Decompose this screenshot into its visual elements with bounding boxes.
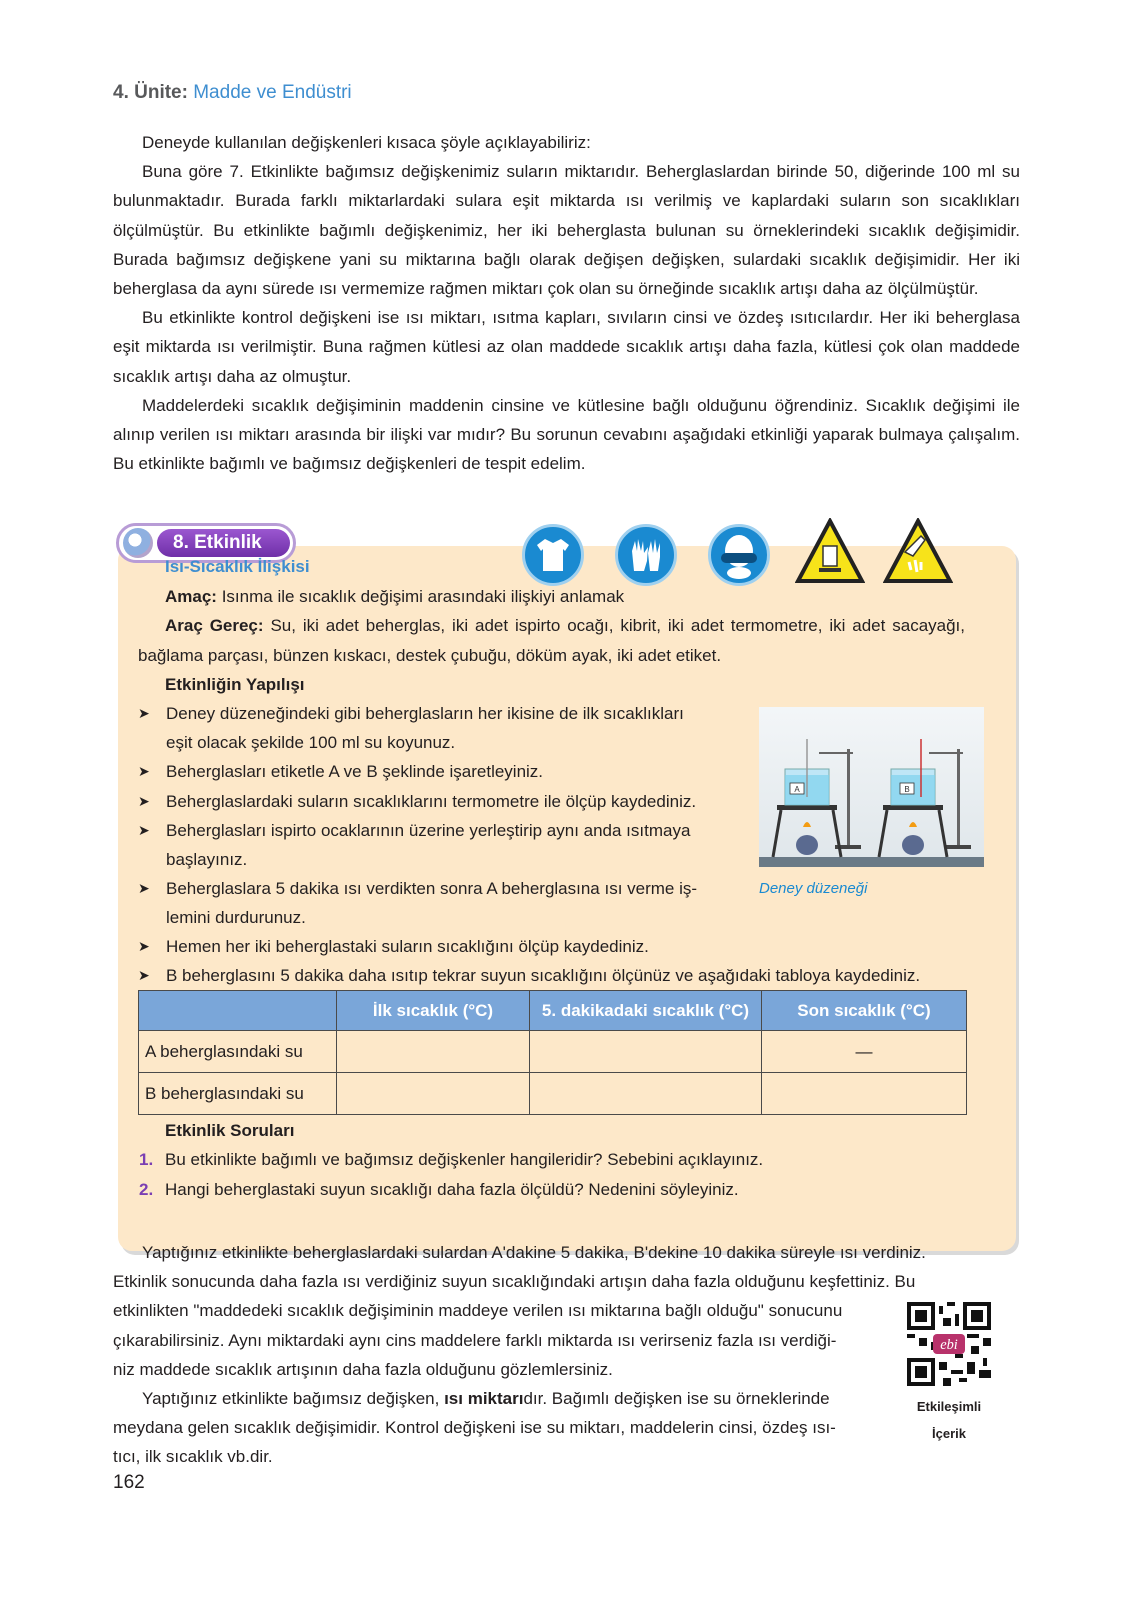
step-item [166,845,247,875]
table-cell: A beherglasındaki su [139,1031,337,1073]
outro-line: çıkarabilirsiniz. Aynı miktardaki aynı cins maddelere farklı miktarda ısı verirseniz fazla ısı verdiği- [113,1330,837,1350]
question-number: 2. [139,1180,154,1199]
outro-line [113,1384,895,1413]
activity-tools [138,611,965,670]
unit-name: Madde ve Endüstri [193,82,352,103]
table-row [139,1073,967,1115]
question-item [139,1145,764,1175]
qr-label-line: Etkileşimli [916,1399,982,1414]
table-cell [530,1031,762,1073]
step-item [138,961,921,991]
step-item [138,874,698,904]
outro-line: meydana gelen sıcaklık değişimidir. Kontrol değişkeni ise su miktarı, maddelerin cinsi, özdeş ısı- [113,1418,836,1438]
table-cell [762,1073,967,1115]
table-header [139,991,337,1031]
arrow-icon: ➤ [138,822,150,838]
beaker-b-label: B [904,785,910,794]
outro-line: niz maddede sıcaklık artışının daha fazla olduğunu gözlemlersiniz. [113,1359,613,1379]
arrow-icon: ➤ [138,880,150,896]
intro-paragraph: Deneyde kullanılan değişkenleri kısaca şöyle açıklayabiliriz: [142,133,591,152]
outro-text [113,1238,991,1472]
question-number: 1. [139,1150,154,1169]
outro-text-part: Yaptığınız etkinlikte bağımsız değişken, [142,1389,445,1409]
step-text: Hemen her iki beherglastaki suların sıcaklığını ölçüp kaydediniz. [166,937,649,956]
procedure-title: Etkinliğin Yapılışı [165,675,305,694]
arrow-icon: ➤ [138,967,150,983]
gloves-icon [615,524,677,586]
step-item [166,728,455,758]
aim-text: Isınma ile sıcaklık değişimi arasındaki ilişkiyi anlamak [221,587,625,606]
results-table [138,990,967,1115]
arrow-icon: ➤ [138,763,150,779]
unit-header [113,82,352,104]
outro-line: etkinlikten "maddedeki sıcaklık değişiminin maddeye verilen ısı miktarına bağlı olduğu" sonucunu [113,1301,843,1321]
step-item [166,903,306,933]
outro-line: Yaptığınız etkinlikte beherglaslardaki sulardan A'dakine 5 dakika, B'dekine 10 dakika süreyle ısı verdiniz. [142,1243,926,1262]
question-item [139,1175,739,1205]
table-cell [337,1031,530,1073]
step-text: Beherglaslara 5 dakika ısı verdikten sonra A beherglasına ısı verme iş- [166,879,698,898]
step-text: başlayınız. [166,850,248,869]
activity-icon [123,528,153,558]
intro-text [113,128,1020,478]
intro-paragraph: Buna göre 7. Etkinlikte bağımsız değişkenimiz suların miktarıdır. Beherglaslardan birinde 50, diğerinde 100 ml su bulunmaktadır. Burada farklı miktarlardaki sulara eşit miktarda ısı verilmiş ve kaplardaki suların son sıcaklıkları ölçülmüştür. Bu etkinlikte bağımlı değişkenimiz, her iki beherglasta bulunan su örneklerindeki sıcaklık değişimidir. Burada bağımsız değişkene yani su miktarına bağlı olarak değişen değişken, sulardaki sıcaklık değişimidir. Her iki beherglasa da aynı sürede ısı vermemize rağmen miktarı çok olan su örneğinde sıcaklık artışı daha az ölçülmüştür. [113,162,1020,299]
question-text: Bu etkinlikte bağımlı ve bağımsız değişkenler hangileridir? Sebebini açıklayınız. [165,1150,764,1169]
activity-title: Isı-Sıcaklık İlişkisi [165,557,310,576]
step-item [138,787,697,817]
tools-label: Araç Gereç: [165,616,264,635]
qr-code[interactable] [906,1302,992,1386]
step-text: Beherglasları etiketle A ve B şeklinde işaretleyiniz. [166,762,544,781]
outro-line: tıcı, ilk sıcaklık vb.dir. [113,1447,273,1467]
step-item [138,757,544,787]
table-cell [337,1073,530,1115]
page-number: 162 [113,1472,145,1493]
qr-logo: ebi [940,1337,958,1354]
aim-label: Amaç: [165,587,217,606]
intro-paragraph: Maddelerdeki sıcaklık değişiminin maddenin cinsine ve kütlesine bağlı olduğunu öğrendiniz. Sıcaklık değişimi ile alınıp verilen ısı miktarı arasında bir ilişki var mıdır? Bu sorunun cevabını aşağıdaki etkinliği yaparak bulmaya çalışalım. Bu etkinlikte bağımlı ve bağımsız değişkenleri de tespit edelim. [113,395,1020,474]
step-text: eşit olacak şekilde 100 ml su koyunuz. [166,733,456,752]
step-text: Deney düzeneğindeki gibi beherglasların her ikisine de ilk sıcaklıkları [166,704,684,723]
table-cell [530,1073,762,1115]
table-cell: B beherglasındaki su [139,1073,337,1115]
qr-label [902,1393,996,1447]
table-header: 5. dakikadaki sıcaklık (°C) [530,991,762,1031]
questions-title: Etkinlik Soruları [165,1121,295,1140]
table-header-row [139,991,967,1031]
step-text: Beherglasları ispirto ocaklarının üzerine yerleştirip aynı anda ısıtmaya [166,821,691,840]
step-text: B beherglasını 5 dakika daha ısıtıp tekrar suyun sıcaklığını ölçünüz ve aşağıdaki tabloya kaydediniz. [166,966,921,985]
activity-badge-label: 8. Etkinlik [157,529,290,557]
step-item [138,816,691,846]
experiment-setup-image [759,707,984,867]
beaker-a-label: A [794,785,800,794]
table-cell: — [762,1031,967,1073]
step-text: lemini durdurunuz. [166,908,306,927]
arrow-icon: ➤ [138,938,150,954]
table-row [139,1031,967,1073]
activity-aim [165,582,965,612]
step-item [138,932,649,962]
table-header: İlk sıcaklık (°C) [337,991,530,1031]
arrow-icon: ➤ [138,705,150,721]
question-text: Hangi beherglastaki suyun sıcaklığı daha fazla ölçüldü? Nedenini söyleyiniz. [165,1180,739,1199]
unit-label: 4. Ünite: [113,82,188,103]
lab-coat-icon [522,524,584,586]
chemical-warning-icon [883,518,953,584]
figure-caption: Deney düzeneği [759,880,868,897]
arrow-icon: ➤ [138,793,150,809]
outro-text-part: dır. Bağımlı değişken ise su örneklerinde [523,1389,830,1409]
qr-label-line: İçerik [932,1426,966,1441]
intro-paragraph: Bu etkinlikte kontrol değişkeni ise ısı miktarı, ısıtma kapları, sıvıların cinsi ve özdeş ısıtıcılardır. Her iki beherglasa eşit miktarda ısı verilmiştir. Buna rağmen kütlesi az olan maddede sıcaklık artışı daha fazla, kütlesi çok olan maddede sıcaklık artışı daha az olmuştur. [113,308,1020,386]
tools-text: Su, iki adet beherglas, iki adet ispirto ocağı, kibrit, iki adet termometre, iki adet sacayağı, bağlama parçası, bünzen kıskacı, destek çubuğu, döküm ayak, iki adet etiket. [138,616,965,665]
goggles-icon [708,524,770,586]
outro-bold: ısı miktarı [444,1389,524,1409]
table-header: Son sıcaklık (°C) [762,991,967,1031]
step-text: Beherglaslardaki suların sıcaklıklarını termometre ile ölçüp kaydediniz. [166,792,697,811]
step-item [138,699,684,729]
hot-surface-warning-icon [795,518,865,584]
outro-line: Etkinlik sonucunda daha fazla ısı verdiğiniz suyun sıcaklığındaki artışın daha fazla olduğunu keşfettiniz. Bu [113,1272,916,1292]
